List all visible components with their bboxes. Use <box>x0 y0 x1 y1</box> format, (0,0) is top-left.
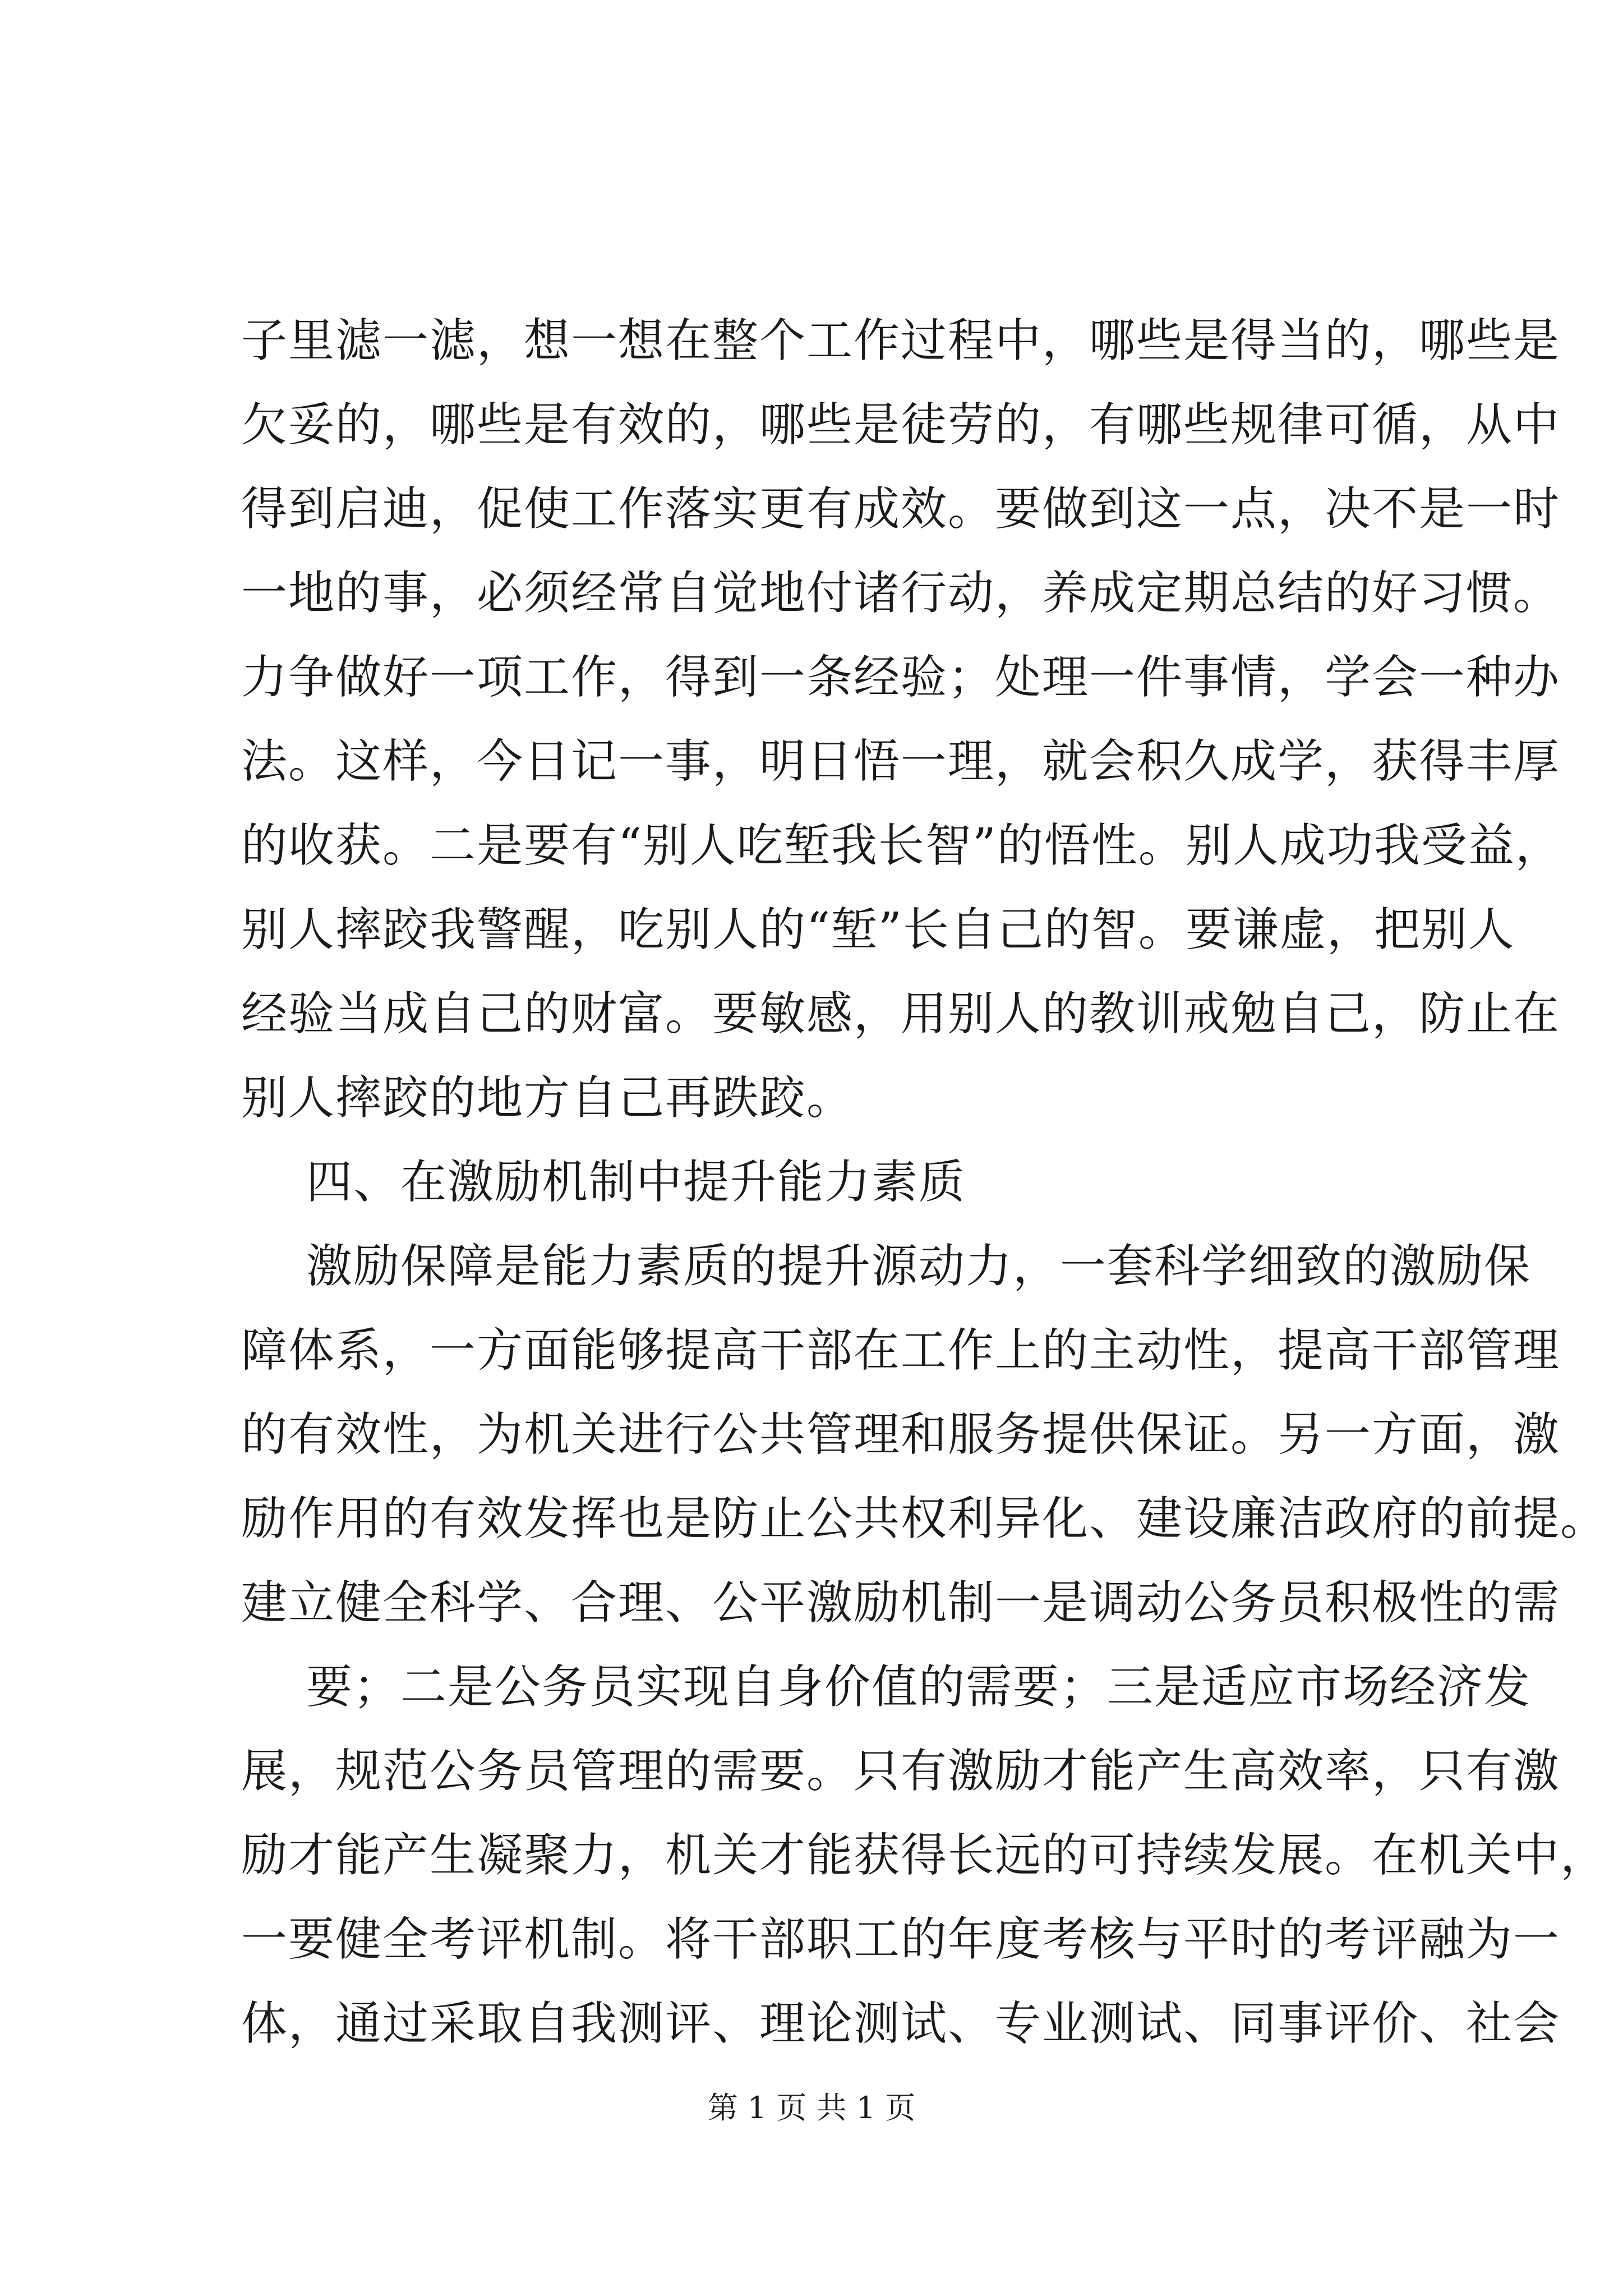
text-line: 一地的事，必须经常自觉地付诸行动，养成定期总结的好习惯。 <box>241 567 1561 620</box>
text-line: 励才能产生凝聚力，机关才能获得长远的可持续发展。在机关中， <box>241 1829 1608 1882</box>
text-line: 激励保障是能力素质的提升源动力，一套科学细致的激励保 <box>306 1240 1532 1293</box>
text-line: 建立健全科学、合理、公平激励机制一是调动公务员积极性的需 <box>241 1576 1561 1630</box>
text-line: 一要健全考评机制。将干部职工的年度考核与平时的考评融为一 <box>241 1913 1561 1966</box>
text-line: 力争做好一项工作，得到一条经验；处理一件事情，学会一种办 <box>241 651 1561 704</box>
text-line: 要；二是公务员实现自身价值的需要；三是适应市场经济发 <box>306 1660 1532 1714</box>
text-line: 障体系，一方面能够提高干部在工作上的主动性，提高干部管理 <box>241 1324 1561 1377</box>
text-line: 展，规范公务员管理的需要。只有激励才能产生高效率，只有激 <box>241 1745 1561 1798</box>
section-heading: 四、在激励机制中提升能力素质 <box>306 1156 966 1209</box>
text-line: 欠妥的，哪些是有效的，哪些是徒劳的，有哪些规律可循，从中 <box>241 398 1561 452</box>
page-footer: 第 1 页 共 1 页 <box>707 2090 916 2125</box>
text-line: 别人摔跤我警醒，吃别人的“堑”长自己的智。要谦虚，把别人 <box>241 903 1515 956</box>
text-line: 经验当成自己的财富。要敏感，用别人的教训戒勉自己，防止在 <box>241 987 1561 1041</box>
text-line: 别人摔跤的地方自己再跌跤。 <box>241 1071 854 1125</box>
text-line: 励作用的有效发挥也是防止公共权利异化、建设廉洁政府的前提。 <box>241 1492 1608 1545</box>
text-line: 得到启迪，促使工作落实更有成效。要做到这一点，决不是一时 <box>241 482 1561 536</box>
text-line: 子里滤一滤，想一想在整个工作过程中，哪些是得当的，哪些是 <box>241 314 1561 367</box>
text-line: 的有效性，为机关进行公共管理和服务提供保证。另一方面，激 <box>241 1408 1561 1461</box>
text-line: 体，通过采取自我测评、理论测试、专业测试、同事评价、社会 <box>241 1997 1561 2050</box>
text-line: 法。这样，今日记一事，明日悟一理，就会积久成学，获得丰厚 <box>241 735 1561 788</box>
text-line: 的收获。二是要有“别人吃堑我长智”的悟性。别人成功我受益， <box>241 819 1562 872</box>
